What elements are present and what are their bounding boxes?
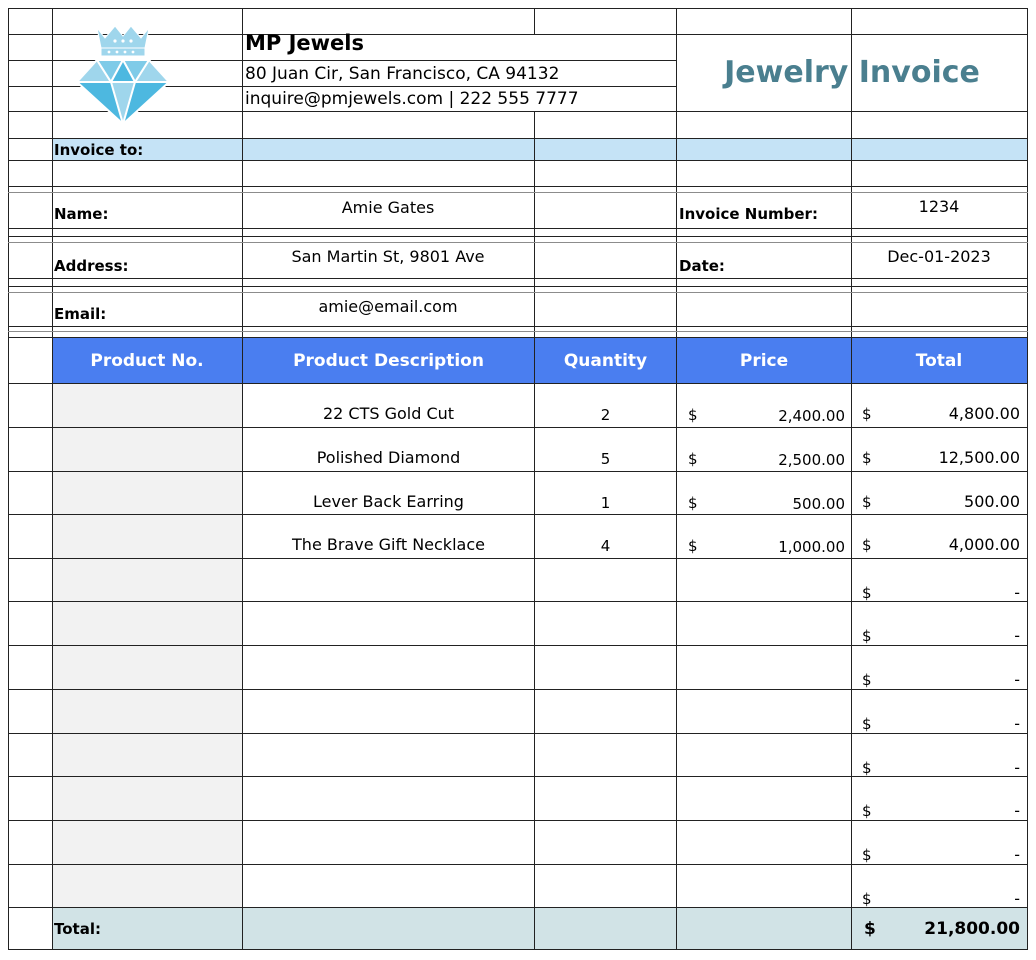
grid-line — [8, 471, 1028, 472]
name-value: Amie Gates — [341, 198, 435, 217]
row-total-currency: $ — [862, 449, 872, 467]
header-total: Total — [915, 351, 963, 371]
row-price-currency: $ — [688, 450, 698, 468]
grid-line — [8, 558, 1028, 559]
row-price: 500.00 — [792, 495, 845, 513]
grid-line — [8, 689, 1028, 690]
header-product-description: Product Description — [293, 351, 484, 371]
row-total: - — [1014, 583, 1020, 602]
row-price: 2,400.00 — [778, 407, 845, 425]
row-quantity: 2 — [600, 406, 611, 424]
row-total: - — [1014, 714, 1020, 733]
grid-line — [8, 331, 1028, 332]
row-quantity: 1 — [600, 494, 611, 512]
row-total: - — [1014, 670, 1020, 689]
row-total-currency: $ — [862, 759, 872, 777]
grid-line — [8, 776, 1028, 777]
row-description: Polished Diamond — [316, 448, 461, 467]
row-total-currency: $ — [862, 536, 872, 554]
grid-line — [8, 192, 1028, 193]
total-label: Total: — [54, 920, 101, 938]
invoice-title: Jewelry Invoice — [724, 55, 980, 90]
row-total-currency: $ — [862, 846, 872, 864]
row-quantity: 5 — [600, 450, 611, 468]
row-description: Lever Back Earring — [313, 492, 464, 511]
grid-line — [8, 383, 1028, 384]
row-quantity: 4 — [600, 537, 611, 555]
grid-line — [851, 8, 852, 950]
grid-line — [8, 286, 1028, 287]
invoice-number-label: Invoice Number: — [679, 205, 818, 223]
email-label: Email: — [54, 305, 107, 323]
row-total-currency: $ — [862, 671, 872, 689]
row-total: 12,500.00 — [938, 448, 1020, 467]
email-value: amie@email.com — [318, 297, 458, 316]
grid-line — [8, 326, 1028, 327]
row-total: - — [1014, 801, 1020, 820]
date-value: Dec-01-2023 — [887, 247, 991, 266]
header-quantity: Quantity — [563, 351, 648, 371]
grid-line — [8, 292, 1028, 293]
row-total: - — [1014, 626, 1020, 645]
grid-line — [52, 8, 53, 950]
address-value: San Martin St, 9801 Ave — [291, 247, 485, 266]
grid-line — [8, 949, 1028, 950]
row-total-currency: $ — [862, 715, 872, 733]
invoice-to-label: Invoice to: — [54, 141, 144, 159]
grid-line — [8, 601, 1028, 602]
row-price-currency: $ — [688, 537, 698, 555]
date-label: Date: — [679, 257, 725, 275]
grid-line — [1027, 8, 1028, 950]
grid-line — [8, 864, 1028, 865]
diamond-crown-logo — [75, 22, 171, 126]
header-price: Price — [739, 351, 789, 371]
grid-line — [8, 186, 1028, 187]
row-price: 2,500.00 — [778, 451, 845, 469]
grid-line — [851, 34, 1028, 35]
row-total-currency: $ — [862, 802, 872, 820]
grid-line — [8, 8, 1028, 9]
company-name: MP Jewels — [245, 31, 364, 55]
row-price-currency: $ — [688, 494, 698, 512]
grid-line — [534, 8, 535, 34]
grand-total-currency: $ — [864, 919, 876, 939]
company-address: 80 Juan Cir, San Francisco, CA 94132 — [245, 64, 560, 84]
row-total: 4,800.00 — [948, 404, 1020, 423]
grid-line — [8, 8, 9, 950]
grid-line — [8, 278, 1028, 279]
row-total-currency: $ — [862, 493, 872, 511]
row-total-currency: $ — [862, 405, 872, 423]
grid-line — [8, 138, 1028, 139]
row-total-currency: $ — [862, 890, 872, 908]
grid-line — [8, 733, 1028, 734]
row-total: - — [1014, 758, 1020, 777]
grid-line — [8, 820, 1028, 821]
grid-line — [8, 160, 1028, 161]
row-total-currency: $ — [862, 627, 872, 645]
address-label: Address: — [54, 257, 129, 275]
grid-line — [8, 337, 1028, 338]
grid-line — [8, 427, 1028, 428]
row-total: 500.00 — [964, 492, 1020, 511]
grid-line — [676, 8, 677, 950]
row-description: The Brave Gift Necklace — [292, 535, 485, 554]
row-total: - — [1014, 889, 1020, 908]
name-label: Name: — [54, 205, 109, 223]
grand-total-value: 21,800.00 — [924, 919, 1020, 939]
grid-line — [8, 907, 1028, 908]
grid-line — [676, 34, 852, 35]
grid-line — [8, 645, 1028, 646]
row-price: 1,000.00 — [778, 538, 845, 556]
grid-line — [8, 514, 1028, 515]
row-total-currency: $ — [862, 584, 872, 602]
grid-line — [8, 236, 1028, 237]
grid-line — [8, 242, 1028, 243]
grid-line — [8, 228, 1028, 229]
header-product-no: Product No. — [90, 351, 204, 371]
row-total: - — [1014, 845, 1020, 864]
row-price-currency: $ — [688, 406, 698, 424]
invoice-number-value: 1234 — [918, 197, 960, 216]
row-description: 22 CTS Gold Cut — [322, 404, 455, 423]
grid-line — [242, 8, 243, 950]
row-total: 4,000.00 — [948, 535, 1020, 554]
company-contact: inquire@pmjewels.com | 222 555 7777 — [245, 89, 579, 109]
